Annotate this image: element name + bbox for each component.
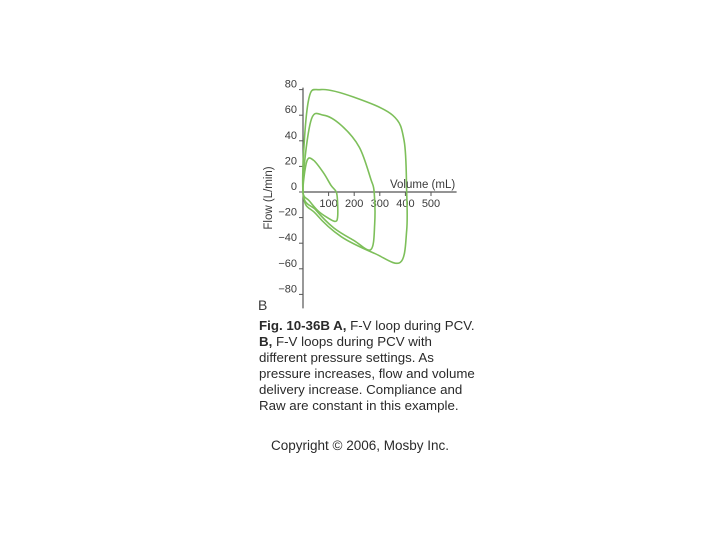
y-tick-label: −80 bbox=[278, 283, 297, 296]
caption-text-a: F-V loop during PCV. bbox=[346, 318, 475, 333]
y-tick-label: 80 bbox=[284, 78, 297, 91]
x-tick-label: 200 bbox=[345, 198, 364, 210]
panel-label: B bbox=[258, 297, 268, 313]
caption-label-b: B, bbox=[259, 334, 273, 350]
x-tick-label: 300 bbox=[370, 198, 389, 210]
copyright-notice: Copyright © 2006, Mosby Inc. bbox=[271, 438, 450, 453]
figure-caption bbox=[259, 318, 479, 415]
y-tick-label: −40 bbox=[278, 232, 297, 245]
y-axis-title: Flow (L/min) bbox=[263, 166, 275, 230]
y-tick-label: 40 bbox=[284, 129, 297, 142]
caption-figure-id: Fig. 10-36B A, bbox=[259, 318, 347, 333]
x-tick-label: 100 bbox=[319, 198, 338, 210]
y-tick-label: −20 bbox=[278, 206, 297, 219]
fv-loop-3 bbox=[303, 89, 408, 263]
chart-axes bbox=[278, 79, 456, 309]
fv-loop-1 bbox=[303, 158, 338, 222]
y-tick-label: −60 bbox=[278, 257, 297, 270]
y-tick-label: 20 bbox=[284, 155, 297, 168]
x-tick-label: 400 bbox=[396, 198, 415, 210]
y-tick-label: 60 bbox=[284, 104, 297, 117]
caption-text-b: F-V loops during PCV with different pressure settings. As pressure increases, flow and volume delivery increase. Compliance and Raw are constant in this example. bbox=[259, 334, 475, 414]
chart-series bbox=[303, 89, 408, 263]
x-tick-label: 500 bbox=[421, 198, 441, 210]
y-tick-label: 0 bbox=[290, 181, 297, 193]
x-axis-title: Volume (mL) bbox=[390, 179, 456, 191]
fv-loop-2 bbox=[303, 113, 375, 250]
